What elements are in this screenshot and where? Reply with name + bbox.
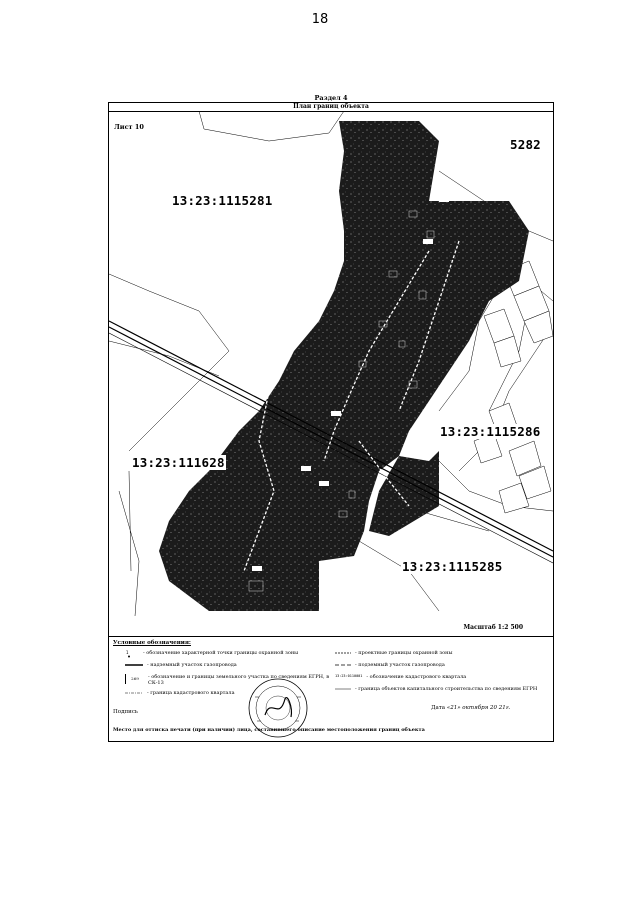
sheet-header: План границ объекта xyxy=(109,103,553,112)
legend-title: Условные обозначения: xyxy=(113,640,191,646)
legend-item-quarter-code xyxy=(335,674,545,680)
quarter-border-icon xyxy=(125,690,143,698)
quarter-code-icon: 13:23:0110001 xyxy=(335,674,363,678)
legend-text-quarter-code: - обозначение кадастрового квартала xyxy=(366,674,467,680)
date-label: Дата xyxy=(431,705,446,711)
map-canvas xyxy=(109,111,553,636)
projected-zone-icon xyxy=(335,650,351,658)
legend-text-aboveground: - надземный участок газопровода xyxy=(147,662,237,668)
quarter-label-285: 13:23:1115285 xyxy=(402,559,503,574)
signature-label: Подпись xyxy=(113,709,138,715)
sheet-label: Лист 10 xyxy=(114,123,144,131)
quarter-label-628: 13:23:111628 xyxy=(132,455,225,470)
legend-item-capital xyxy=(335,686,547,694)
legend-item-projected xyxy=(335,650,545,658)
map-sheet-frame xyxy=(108,102,554,742)
legend-text-capital: - граница объектов капитального строительства по сведениям ЕГРН xyxy=(355,686,538,692)
date-value: «21» октября 20 21г. xyxy=(446,705,511,711)
legend-text-parcel: - обозначение и границы земельного участка по сведениям ЕГРН, в СК-13 xyxy=(148,674,330,686)
legend-item-point xyxy=(125,650,325,660)
quarter-label-286: 13:23:1115286 xyxy=(440,424,541,439)
legend-text-point: - обозначение характерной точки границы охранной зоны xyxy=(143,650,299,656)
legend-item-underground xyxy=(335,662,545,670)
parcel-symbol-icon: 269 xyxy=(125,674,144,684)
legend-text-quarter-border: - граница кадастрового квартала xyxy=(147,690,235,696)
legend xyxy=(109,637,553,741)
capital-building-icon xyxy=(335,686,351,694)
date-field xyxy=(431,705,510,711)
map-area[interactable] xyxy=(109,111,553,637)
section-title: Раздел 4 xyxy=(314,94,348,102)
page-number: 18 xyxy=(311,12,329,27)
svg-text:1: 1 xyxy=(126,650,129,655)
point-symbol-icon xyxy=(125,650,139,660)
quarter-label-281: 13:23:1115281 xyxy=(172,193,273,208)
underground-pipe-icon xyxy=(335,662,351,670)
footer-note: Место для оттиска печати (при наличии) лица, составившего описание местоположения границ объекта xyxy=(113,727,425,733)
legend-text-projected: - проектные границы охранной зоны xyxy=(355,650,453,656)
legend-text-underground: - подземный участок газопровода xyxy=(355,662,445,668)
scale-label: Масштаб 1:2 500 xyxy=(463,624,523,631)
legend-item-aboveground xyxy=(125,662,325,670)
aboveground-pipe-icon xyxy=(125,662,143,670)
quarter-label-282: 5282 xyxy=(510,137,541,152)
